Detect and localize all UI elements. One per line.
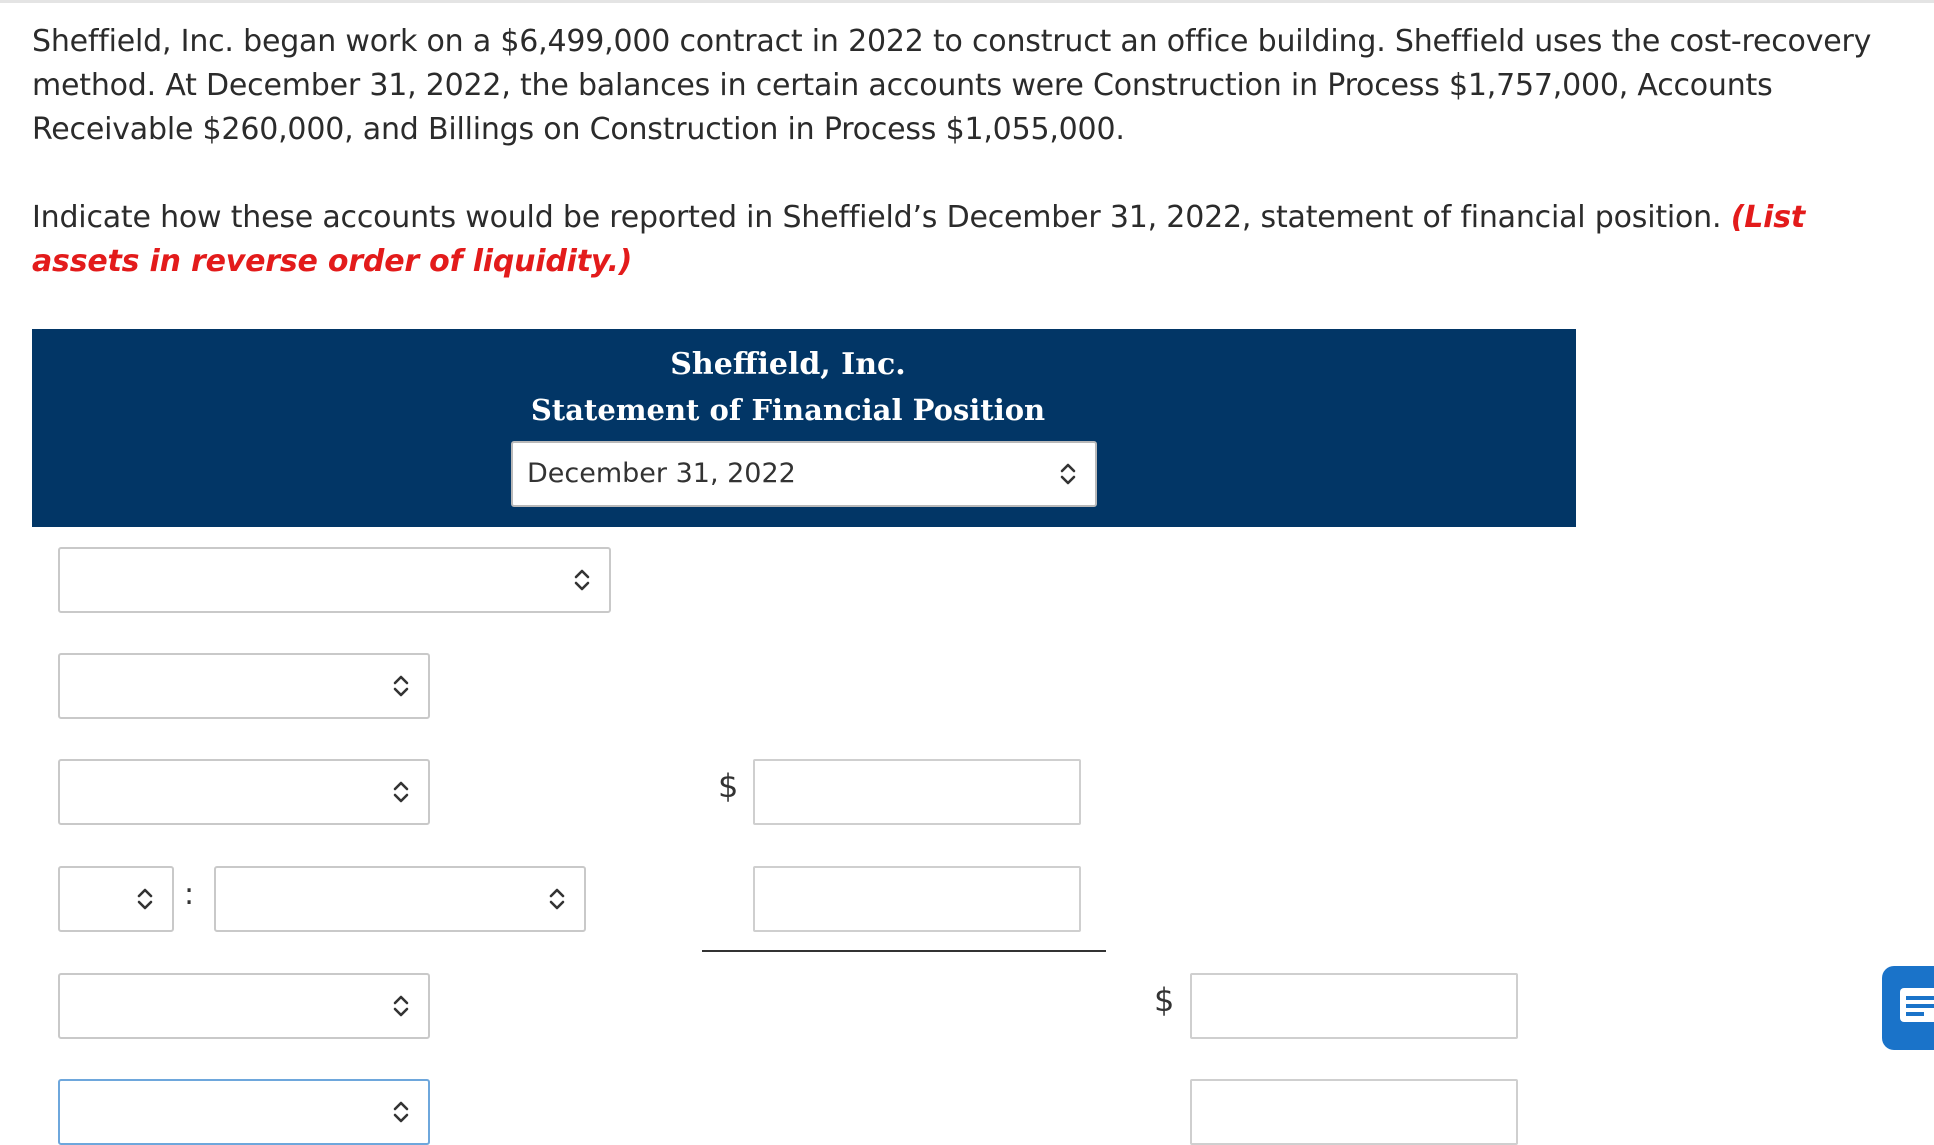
amount-input-1[interactable] [753, 759, 1081, 825]
statement-title: Statement of Financial Position [530, 393, 1046, 427]
chevron-updown-icon [1059, 461, 1077, 487]
date-select-value: December 31, 2022 [527, 458, 796, 489]
operator-select[interactable] [58, 866, 174, 932]
company-name: Sheffield, Inc. [670, 347, 906, 382]
top-divider [0, 0, 1934, 3]
chevron-updown-icon [392, 779, 410, 805]
chevron-updown-icon [392, 993, 410, 1019]
account-select-1[interactable] [58, 653, 430, 719]
account-select-3[interactable] [214, 866, 586, 932]
account-select-2[interactable] [58, 759, 430, 825]
chat-line [1906, 996, 1934, 1000]
account-select-4[interactable] [58, 973, 430, 1039]
question-instruction: Indicate how these accounts would be reported in Sheffield’s December 31, 2022, statement of financial position. [32, 200, 1722, 235]
question-emphasis: (List assets in reverse order of liquidity.) [32, 200, 1805, 279]
question-text [32, 20, 1892, 284]
chevron-updown-icon [136, 886, 154, 912]
dollar-sign: $ [718, 767, 739, 805]
ratio-colon: : [184, 877, 195, 912]
amount-input-2[interactable] [753, 866, 1081, 932]
question-paragraph-1: Sheffield, Inc. began work on a $6,499,000 contract in 2022 to construct an office building. Sheffield uses the cost-recovery method. At December 31, 2022, the balances in certain accounts were Construction in Process $1,757,000, Accounts Receivable $260,000, and Billings on Construction in Process $1,055,000. [32, 24, 1872, 147]
subtotal-underline [702, 950, 1106, 952]
chevron-updown-icon [392, 1099, 410, 1125]
chat-button[interactable] [1882, 966, 1934, 1050]
dollar-sign: $ [1154, 981, 1175, 1019]
amount-input-3[interactable] [1190, 973, 1518, 1039]
date-select[interactable] [511, 441, 1097, 507]
section-heading-select[interactable] [58, 547, 611, 613]
chat-line [1906, 1012, 1924, 1016]
amount-input-4[interactable] [1190, 1079, 1518, 1145]
question-paragraph-2 [32, 196, 1892, 284]
chevron-updown-icon [392, 673, 410, 699]
chat-line [1906, 1004, 1934, 1008]
chevron-updown-icon [548, 886, 566, 912]
chevron-updown-icon [573, 567, 591, 593]
account-select-5[interactable] [58, 1079, 430, 1145]
